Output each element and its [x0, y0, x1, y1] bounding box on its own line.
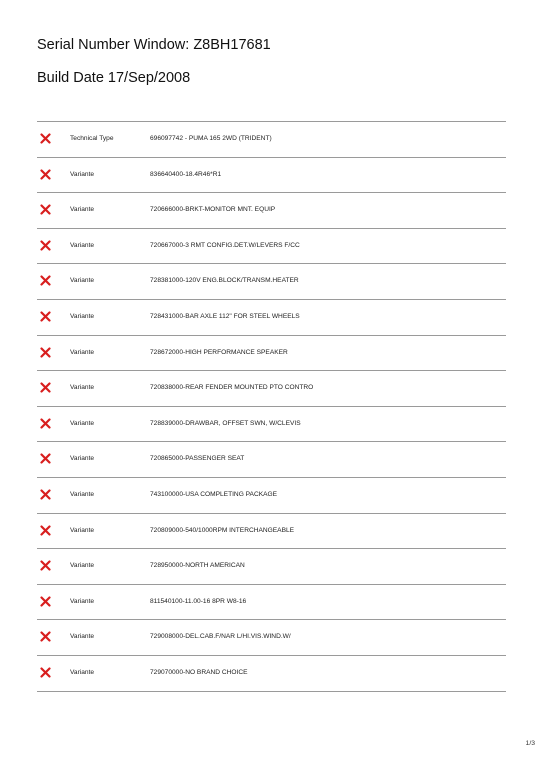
row-type: Variante: [70, 277, 95, 285]
table-row: [37, 620, 506, 656]
row-type: Variante: [70, 597, 95, 605]
row-type: Variante: [70, 312, 95, 320]
x-mark-icon: [40, 275, 51, 286]
table-row: [37, 442, 506, 478]
row-type: Variante: [70, 419, 95, 427]
table-row: [37, 478, 506, 514]
row-value: 743100000-USA COMPLETING PACKAGE: [150, 490, 278, 498]
table-row: [37, 656, 506, 692]
table-row: [37, 407, 506, 443]
table-row: [37, 300, 506, 336]
variant-table: [37, 121, 506, 692]
row-type: Technical Type: [70, 135, 114, 142]
row-type: Variante: [70, 206, 95, 214]
x-mark-icon: [40, 560, 51, 571]
x-mark-icon: [40, 204, 51, 215]
x-mark-icon: [40, 169, 51, 180]
table-row: [37, 193, 506, 229]
table-row: [37, 549, 506, 585]
row-value: 720666000-BRKT-MONITOR MNT. EQUIP: [150, 206, 276, 214]
table-row: [37, 158, 506, 194]
x-mark-icon: [40, 418, 51, 429]
table-row: [37, 336, 506, 372]
x-mark-icon: [40, 631, 51, 642]
page-title: Serial Number Window: Z8BH17681: [37, 37, 271, 53]
x-mark-icon: [40, 382, 51, 393]
table-row: [37, 371, 506, 407]
x-mark-icon: [40, 347, 51, 358]
row-type: Variante: [70, 490, 95, 498]
x-mark-icon: [40, 311, 51, 322]
x-mark-icon: [40, 133, 51, 144]
build-date: Build Date 17/Sep/2008: [37, 70, 191, 86]
row-type: Variante: [70, 526, 95, 534]
row-value: 836640400-18.4R46*R1: [150, 170, 222, 178]
table-row: [37, 585, 506, 621]
x-mark-icon: [40, 667, 51, 678]
x-mark-icon: [40, 596, 51, 607]
x-mark-icon: [40, 240, 51, 251]
row-value: 720865000-PASSENGER SEAT: [150, 455, 245, 463]
row-type: Variante: [70, 668, 95, 676]
row-value: 728381000-120V ENG.BLOCK/TRANSM.HEATER: [150, 277, 299, 285]
row-type: Variante: [70, 348, 95, 356]
row-value: 720838000-REAR FENDER MOUNTED PTO CONTRO: [150, 384, 314, 392]
row-value: 728839000-DRAWBAR, OFFSET SWN, W/CLEVIS: [150, 419, 301, 427]
row-value: 696097742 - PUMA 165 2WD (TRIDENT): [150, 135, 272, 142]
table-row: [37, 122, 506, 158]
row-type: Variante: [70, 384, 95, 392]
table-row: [37, 514, 506, 550]
row-value: 729070000-NO BRAND CHOICE: [150, 668, 248, 676]
x-mark-icon: [40, 489, 51, 500]
row-value: 728431000-BAR AXLE 112" FOR STEEL WHEELS: [150, 312, 300, 320]
x-mark-icon: [40, 453, 51, 464]
row-type: Variante: [70, 455, 95, 463]
row-value: 729008000-DEL.CAB.F/NAR L/HI.VIS.WIND.W/: [150, 633, 291, 641]
row-value: 720809000-540/1000RPM INTERCHANGEABLE: [150, 526, 295, 534]
row-value: 811540100-11.00-16 8PR W8-16: [150, 597, 247, 605]
page-number: 1/3: [525, 740, 535, 747]
table-row: [37, 264, 506, 300]
row-type: Variante: [70, 562, 95, 570]
row-type: Variante: [70, 241, 95, 249]
table-row: [37, 229, 506, 265]
row-type: Variante: [70, 170, 95, 178]
row-type: Variante: [70, 633, 95, 641]
row-value: 728950000-NORTH AMERICAN: [150, 562, 245, 570]
row-value: 728672000-HIGH PERFORMANCE SPEAKER: [150, 348, 288, 356]
x-mark-icon: [40, 525, 51, 536]
row-value: 720667000-3 RMT CONFIG.DET.W/LEVERS F/CC: [150, 241, 300, 249]
